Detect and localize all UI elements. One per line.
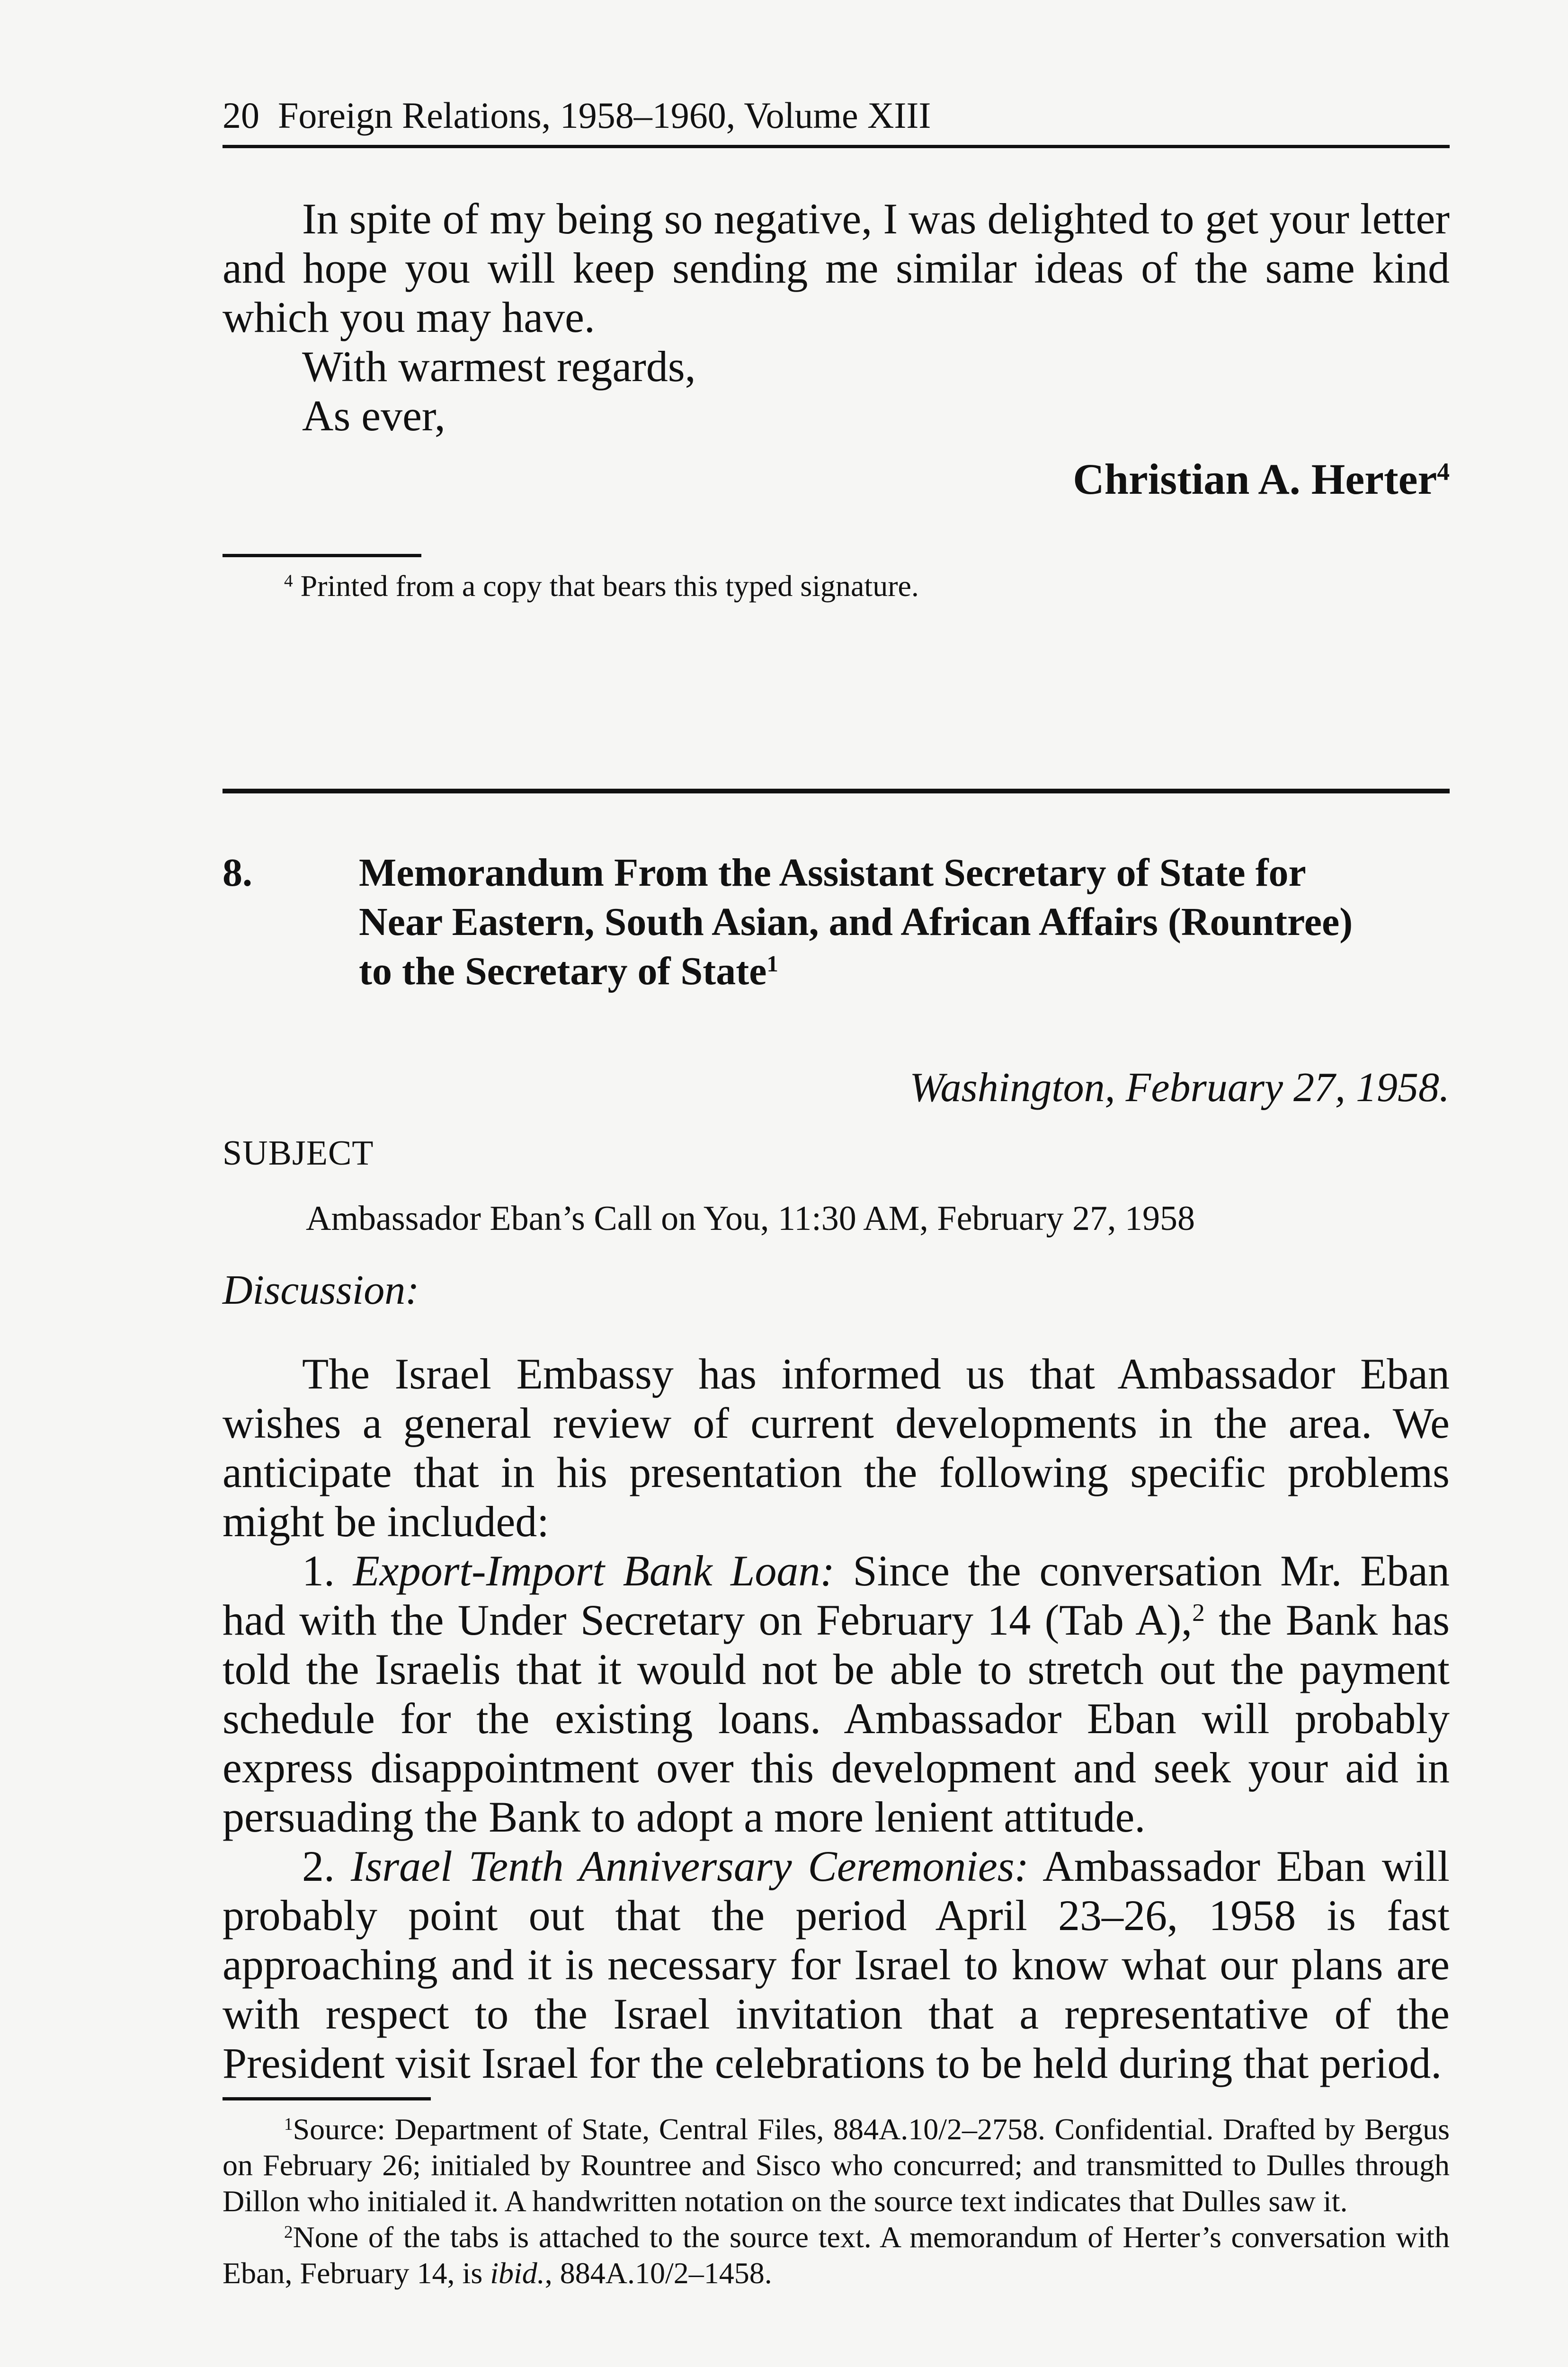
dateline: Washington, February 27, 1958. — [909, 1065, 1450, 1111]
running-head-rule — [223, 145, 1450, 148]
page-number: 20 — [223, 95, 259, 136]
footnote-1-text: Source: Department of State, Central Files, 884A.10/2–2758. Confidential. Drafted by Bergus on February 26; initialed by Rountree and Sisco who concurred; and transmitted to Dulles through Dillon who initialed it. A handwritten notation on the source text indicates that Dulles saw it. — [223, 2112, 1450, 2218]
document-number: 8. — [223, 851, 252, 895]
memo-body — [223, 1349, 1450, 2088]
item-1 — [223, 1546, 1450, 1842]
item-2-text: Ambassador Eban will probably point out that the period April 23–26, 1958 is fast approaching and it is necessary for Israel to know what our plans are with respect to the Israel invitation that a representative of the President visit Israel for the celebrations to be held during that period. — [223, 1842, 1450, 2087]
footnote-2 — [223, 2219, 1450, 2291]
footnote-4 — [223, 568, 1450, 604]
document-title — [359, 848, 1448, 996]
item-1-number: 1. — [302, 1547, 335, 1595]
item-1-text-a: Since the conversation Mr. Eban had with the Under Secretary on February 14 (Tab A), — [223, 1547, 1450, 1644]
document-title-line-3: to the Secretary of State — [359, 949, 767, 993]
running-head — [223, 93, 1453, 138]
volume-title: Foreign Relations, 1958–1960, Volume XIII — [278, 95, 931, 136]
footnote-rule-top — [223, 554, 421, 557]
letter-ending — [223, 194, 1450, 440]
subject-label: SUBJECT — [223, 1134, 374, 1173]
footnote-4-text: Printed from a copy that bears this typed signature. — [300, 569, 919, 603]
footnote-2-marker: 2 — [284, 2222, 293, 2242]
subject-text: Ambassador Eban’s Call on You, 11:30 AM, February 27, 1958 — [306, 1199, 1195, 1238]
item-2-heading: Israel Tenth Anniversary Ceremonies: — [350, 1842, 1029, 1890]
discussion-label: Discussion: — [223, 1267, 419, 1313]
closing-as-ever: As ever, — [302, 392, 445, 440]
footnotes — [223, 2111, 1450, 2291]
letter-closing-paragraph: In spite of my being so negative, I was delighted to get your letter and hope you will keep sending me similar ideas of the same kind which you may have. — [223, 195, 1450, 341]
intro-paragraph: The Israel Embassy has informed us that Ambassador Eban wishes a general review of current developments in the area. We anticipate that in his presentation the following specific problems might be included: — [223, 1350, 1450, 1546]
document-title-line-1: Memorandum From the Assistant Secretary of State for — [359, 851, 1306, 895]
footnote-4-marker: 4 — [284, 571, 293, 591]
item-1-heading: Export-Import Bank Loan: — [353, 1547, 835, 1595]
title-footnote-ref: 1 — [766, 951, 778, 977]
footnote-2-ibid: ibid. — [490, 2256, 545, 2290]
signature-footnote-ref: 4 — [1437, 457, 1450, 486]
footnote-2-citation: , 884A.10/2–1458. — [544, 2256, 772, 2290]
document-title-line-2: Near Eastern, South Asian, and African Affairs (Rountree) — [359, 900, 1353, 944]
footnote-rule-bottom — [223, 2097, 431, 2100]
item-1-footnote-ref: 2 — [1192, 1598, 1205, 1627]
item-2-number: 2. — [302, 1842, 335, 1890]
section-divider — [223, 789, 1450, 793]
item-2 — [223, 1842, 1450, 2088]
footnote-2-text: None of the tabs is attached to the source text. A memorandum of Herter’s conversation with Eban, February 14, is — [223, 2220, 1450, 2290]
footnote-1 — [223, 2111, 1450, 2219]
footnote-1-marker: 1 — [284, 2114, 293, 2134]
signature-name: Christian A. Herter — [1073, 455, 1437, 503]
signature — [1073, 454, 1450, 504]
item-1-text-b: the Bank has told the Israelis that it would not be able to stretch out the payment schedule for the existing loans. Ambassador Eban will probably express disappointment over this development and seek your aid in persuading the Bank to adopt a more lenient attitude. — [223, 1596, 1450, 1841]
closing-regards: With warmest regards, — [302, 342, 696, 391]
